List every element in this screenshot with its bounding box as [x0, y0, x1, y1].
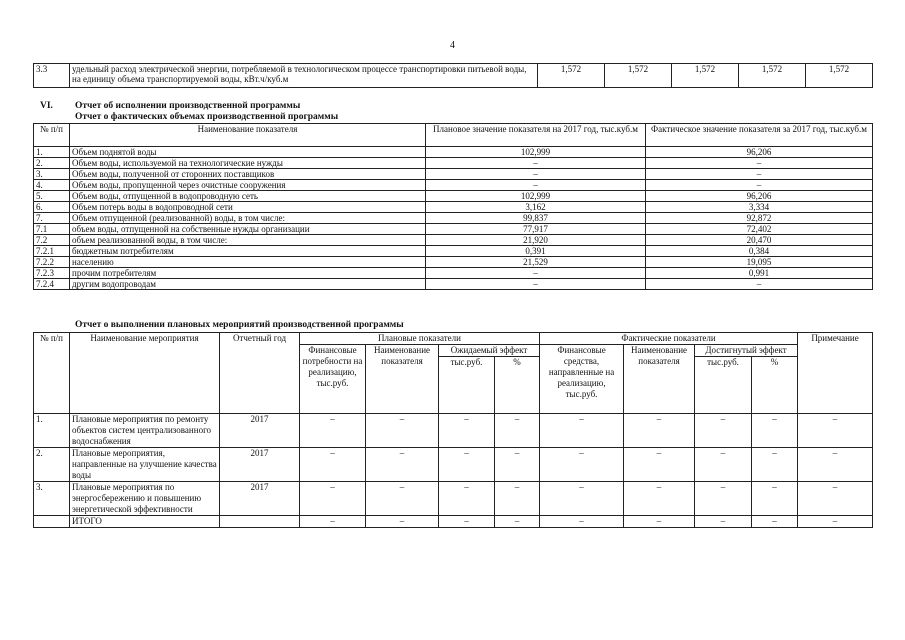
value-cell: – — [624, 482, 695, 516]
row-number: 5. — [34, 191, 70, 202]
header-num: № п/п — [34, 124, 70, 147]
table-row — [34, 158, 873, 169]
fact-value: 92,872 — [646, 213, 873, 224]
row-number: 1. — [34, 147, 70, 158]
fact-value: 20,470 — [646, 235, 873, 246]
plan-value: 102,999 — [426, 147, 646, 158]
header-name: Наименование показателя — [70, 124, 426, 147]
plan-value: 3,162 — [426, 202, 646, 213]
fact-value: 3,334 — [646, 202, 873, 213]
table-row — [34, 180, 873, 191]
row-label: прочим потребителям — [70, 268, 426, 279]
volumes-table — [33, 123, 873, 290]
plan-value: – — [426, 180, 646, 191]
plan-value: – — [426, 268, 646, 279]
header-fact-group: Фактические показатели — [540, 333, 798, 345]
plan-value: 0,391 — [426, 246, 646, 257]
plan-value: – — [426, 169, 646, 180]
value-cell: 1,572 — [672, 64, 739, 88]
row-label: Объем воды, полученной от сторонних поставщиков — [70, 169, 426, 180]
value-cell: – — [495, 482, 540, 516]
value-cell: – — [540, 482, 624, 516]
value-cell: – — [366, 448, 439, 482]
value-cell: – — [540, 414, 624, 448]
value-cell: – — [624, 414, 695, 448]
table-row — [34, 268, 873, 279]
fact-value: – — [646, 279, 873, 290]
value-cell: – — [798, 516, 873, 528]
measure-name: Плановые мероприятия, направленные на улучшение качества воды — [70, 448, 220, 482]
row-number: 7. — [34, 213, 70, 224]
continuation-table — [33, 63, 873, 88]
value-cell: – — [752, 482, 798, 516]
table-row — [34, 213, 873, 224]
plan-value: 21,920 — [426, 235, 646, 246]
row-number: 4. — [34, 180, 70, 191]
row-label: удельный расход электрической энергии, потребляемой в технологическом процессе транспортировки питьевой воды, на единицу объема транспортируемой воды, кВт.ч/куб.м — [70, 64, 538, 88]
value-cell: – — [495, 516, 540, 528]
report-year: 2017 — [220, 448, 300, 482]
table-header-row — [34, 333, 873, 345]
table-row — [34, 482, 873, 516]
table-row — [34, 257, 873, 268]
header-year: Отчетный год — [220, 333, 300, 414]
table-row — [34, 224, 873, 235]
value-cell: – — [366, 516, 439, 528]
value-cell: – — [300, 516, 366, 528]
row-number: 7.2.3 — [34, 268, 70, 279]
row-number: 2. — [34, 448, 70, 482]
table-row — [34, 169, 873, 180]
value-cell: – — [798, 414, 873, 448]
table2-title: Отчет о выполнении плановых мероприятий производственной программы — [75, 320, 404, 330]
plan-value: 21,529 — [426, 257, 646, 268]
row-number: 3.3 — [34, 64, 70, 88]
value-cell: – — [540, 448, 624, 482]
row-number: 3. — [34, 169, 70, 180]
header-plan-effect: Ожидаемый эффект — [439, 345, 540, 357]
row-label: объем воды, отпущенной на собственные нужды организации — [70, 224, 426, 235]
value-cell: 1,572 — [538, 64, 605, 88]
value-cell: – — [798, 482, 873, 516]
value-cell: – — [695, 414, 752, 448]
row-number: 2. — [34, 158, 70, 169]
plan-value: 77,917 — [426, 224, 646, 235]
value-cell: 1,572 — [806, 64, 873, 88]
table-row — [34, 246, 873, 257]
header-fact-indicator: Наименование показателя — [624, 345, 695, 414]
fact-value: – — [646, 169, 873, 180]
row-number: 6. — [34, 202, 70, 213]
header-plan-effect-pct: % — [495, 357, 540, 414]
value-cell: – — [695, 482, 752, 516]
header-plan: Плановое значение показателя на 2017 год, тыс.куб.м — [426, 124, 646, 147]
row-number: 7.2.4 — [34, 279, 70, 290]
value-cell: – — [300, 482, 366, 516]
row-label: бюджетным потребителям — [70, 246, 426, 257]
row-label: другим водопроводам — [70, 279, 426, 290]
row-number: 1. — [34, 414, 70, 448]
header-plan-effect-rub: тыс.руб. — [439, 357, 495, 414]
fact-value: – — [646, 158, 873, 169]
value-cell: – — [300, 448, 366, 482]
header-fact-effect-pct: % — [752, 357, 798, 414]
table-row — [34, 448, 873, 482]
row-label: объем реализованной воды, в том числе: — [70, 235, 426, 246]
value-cell: – — [752, 448, 798, 482]
fact-value: 0,384 — [646, 246, 873, 257]
value-cell: – — [624, 516, 695, 528]
fact-value: 96,206 — [646, 147, 873, 158]
header-fact-fin: Финансовые средства, направленные на реализацию, тыс.руб. — [540, 345, 624, 414]
table-row — [34, 235, 873, 246]
row-label: Объем поднятой воды — [70, 147, 426, 158]
row-label: Объем воды, отпущенной в водопроводную сеть — [70, 191, 426, 202]
page-number: 4 — [450, 40, 455, 51]
header-plan-indicator: Наименование показателя — [366, 345, 439, 414]
header-fact: Фактическое значение показателя за 2017 год, тыс.куб.м — [646, 124, 873, 147]
row-label: Объем отпущенной (реализованной) воды, в том числе: — [70, 213, 426, 224]
table1-title: Отчет о фактических объемах производственной программы — [75, 112, 339, 122]
header-num: № п/п — [34, 333, 70, 414]
plan-value: 102,999 — [426, 191, 646, 202]
fact-value: 0,991 — [646, 268, 873, 279]
value-cell: 1,572 — [739, 64, 806, 88]
row-number: 7.2 — [34, 235, 70, 246]
fact-value: – — [646, 180, 873, 191]
measures-table — [33, 332, 873, 528]
report-year: 2017 — [220, 414, 300, 448]
value-cell: – — [439, 482, 495, 516]
row-label: населению — [70, 257, 426, 268]
header-name: Наименование мероприятия — [70, 333, 220, 414]
report-year: 2017 — [220, 482, 300, 516]
value-cell: – — [695, 516, 752, 528]
table-row — [34, 147, 873, 158]
table-row — [34, 64, 873, 88]
table-row — [34, 191, 873, 202]
plan-value: 99,837 — [426, 213, 646, 224]
value-cell: – — [300, 414, 366, 448]
measure-name: ИТОГО — [70, 516, 220, 528]
value-cell: – — [540, 516, 624, 528]
value-cell: – — [695, 448, 752, 482]
header-note: Примечание — [798, 333, 873, 414]
row-label: Объем воды, пропущенной через очистные сооружения — [70, 180, 426, 191]
row-number: 7.2.2 — [34, 257, 70, 268]
value-cell: – — [439, 516, 495, 528]
row-number: 7.2.1 — [34, 246, 70, 257]
value-cell: – — [495, 448, 540, 482]
fact-value: 72,402 — [646, 224, 873, 235]
table-row — [34, 516, 873, 528]
value-cell: – — [624, 448, 695, 482]
value-cell: 1,572 — [605, 64, 672, 88]
fact-value: 19,095 — [646, 257, 873, 268]
value-cell: – — [366, 414, 439, 448]
row-number: 7.1 — [34, 224, 70, 235]
table-row — [34, 414, 873, 448]
fact-value: 96,206 — [646, 191, 873, 202]
value-cell: – — [752, 414, 798, 448]
section-number: VI. — [40, 101, 53, 111]
plan-value: – — [426, 158, 646, 169]
table-header-row — [34, 124, 873, 147]
header-fact-effect: Достигнутый эффект — [695, 345, 798, 357]
header-plan-group: Плановые показатели — [300, 333, 540, 345]
header-fact-effect-rub: тыс.руб. — [695, 357, 752, 414]
measure-name: Плановые мероприятия по энергосбережению и повышению энергетической эффективности — [70, 482, 220, 516]
value-cell: – — [798, 448, 873, 482]
table-row — [34, 202, 873, 213]
measure-name: Плановые мероприятия по ремонту объектов систем централизованного водоснабжения — [70, 414, 220, 448]
row-number: 3. — [34, 482, 70, 516]
value-cell: – — [439, 414, 495, 448]
report-year — [220, 516, 300, 528]
value-cell: – — [439, 448, 495, 482]
header-plan-fin: Финансовые потребности на реализацию, тыс.руб. — [300, 345, 366, 414]
section-title: Отчет об исполнении производственной программы — [75, 101, 301, 111]
value-cell: – — [495, 414, 540, 448]
value-cell: – — [366, 482, 439, 516]
table-row — [34, 279, 873, 290]
plan-value: – — [426, 279, 646, 290]
row-number — [34, 516, 70, 528]
row-label: Объем потерь воды в водопроводной сети — [70, 202, 426, 213]
value-cell: – — [752, 516, 798, 528]
row-label: Объем воды, используемой на технологические нужды — [70, 158, 426, 169]
